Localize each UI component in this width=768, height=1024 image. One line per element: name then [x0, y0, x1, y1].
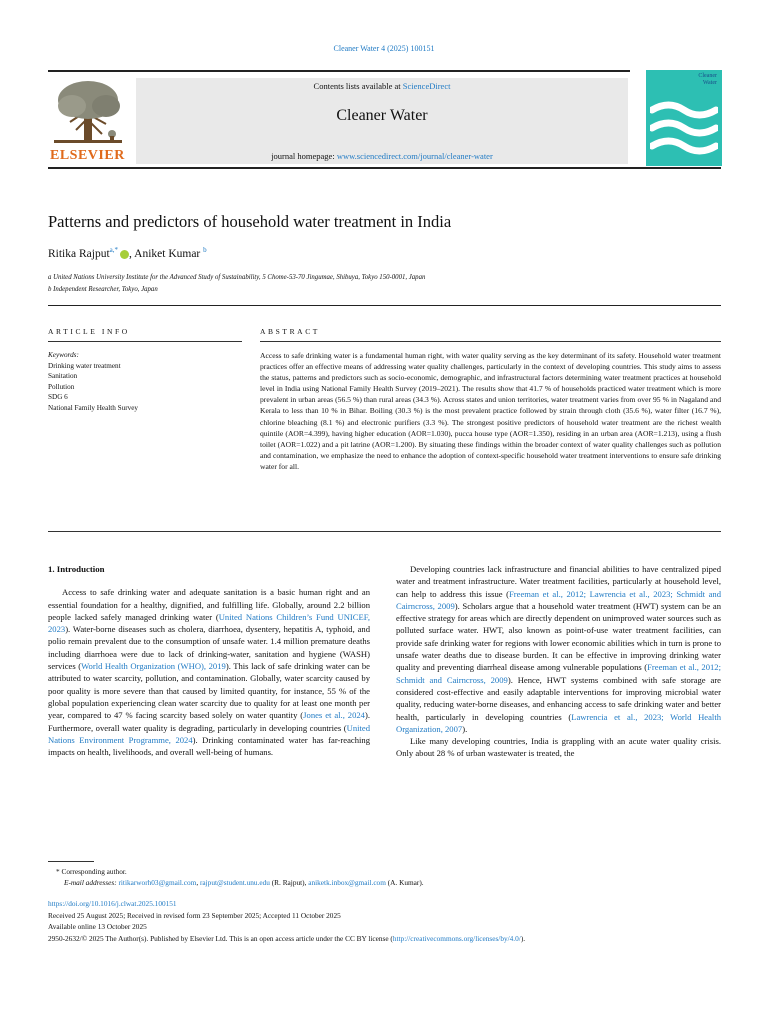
- email-link[interactable]: ritikarworh03@gmail.com: [118, 878, 197, 887]
- received-dates: Received 25 August 2025; Received in revised form 23 September 2025; Accepted 11 October 2025: [48, 910, 341, 920]
- abstract-end-rule: [48, 531, 721, 532]
- citation-link[interactable]: Jones et al., 2024: [303, 710, 365, 721]
- header-bottom-rule: [48, 167, 721, 169]
- email-label: E-mail addresses:: [64, 878, 119, 887]
- author-name: Aniket Kumar: [134, 247, 201, 260]
- email-link[interactable]: aniketk.inbox@gmail.com: [308, 878, 386, 887]
- keywords-block: [48, 350, 138, 413]
- body-paragraph: Like many developing countries, India is grappling with an acute water quality crisis. Only about 28 % of urban wastewater is treated, the: [396, 736, 721, 759]
- corresponding-author-note: * Corresponding author.: [56, 867, 127, 876]
- footnote-rule: [48, 861, 94, 862]
- article-title: Patterns and predictors of household water treatment in India: [48, 212, 452, 231]
- text-span: (A. Kumar).: [385, 878, 424, 887]
- body-paragraph: [48, 586, 370, 758]
- abstract-rule: [260, 341, 721, 342]
- text-span: ). Scholars argue that a household water treatment (HWT) system can be an effective strategy for areas which are directly dependent on unimproved water sources such as polluted surface water. HWT, also known as point-of-use water treatment facilities, can provide safe drinking water for regions with lower economic abilities which in turn is prone to unsafe water deaths due to disease burden. It can be effective in improving drinking water quality and preventing diarrheal disease among vulnerable populations (: [396, 600, 721, 673]
- affiliation-a: a United Nations University Institute for the Advanced Study of Sustainability, 5 Chome-53-70 Jingumae, Shibuya, Tokyo 150-0001, Japan: [48, 274, 426, 281]
- text-span: ).: [462, 723, 468, 734]
- keyword: Pollution: [48, 382, 75, 391]
- keyword: Sanitation: [48, 372, 78, 380]
- orcid-icon[interactable]: [120, 250, 129, 259]
- abstract-heading: ABSTRACT: [260, 327, 320, 336]
- citation-link[interactable]: United Nations Environment Programme, 2024: [48, 722, 370, 745]
- text-span: ). Drinking contaminated water has far-reaching impacts on health, livelihoods, and overall well-being of humans.: [48, 734, 370, 758]
- top-rule: [48, 70, 630, 72]
- text-span: ). Furthermore, overall water quality is degrading, particularly in developing countries (: [48, 710, 370, 733]
- cover-title: [698, 73, 717, 87]
- keyword: Drinking water treatment: [48, 361, 121, 370]
- contents-prefix: Contents lists available at: [313, 81, 403, 91]
- citation-link[interactable]: Freeman et al., 2012; Schmidt and Cairncross, 2009: [396, 662, 721, 685]
- article-info-rule: [48, 341, 242, 342]
- body-column-left: [48, 563, 370, 758]
- text-span: ). This lack of safe drinking water can be attributed to water scarcity, pollution, and contamination. Globally, water scarcity caused by poor quality is more severe than that caused by limited quantity, for instance, 55 % of the global population experiencing clean water scarcity due to quality for at least one month per year, compared to 47 % facing scarcity based solely on water quantity (: [48, 661, 370, 721]
- journal-name: Cleaner Water: [336, 107, 428, 124]
- doi-link[interactable]: https://doi.org/10.1016/j.clwat.2025.100151: [48, 899, 177, 908]
- text-span: ). Hence, HWT systems combined with safe storage are considered cost-effective and easily adaptable interventions for improving microbial water quality, reducing water-borne diseases, and enhancing access to safe drinking water and better health, particularly in developing countries (: [396, 674, 721, 722]
- text-span: ).: [520, 933, 526, 943]
- license-line: [48, 933, 728, 945]
- front-matter: [48, 898, 728, 944]
- text-span: (R. Rajput),: [269, 878, 309, 887]
- affiliation-marker[interactable]: a,*: [109, 246, 119, 254]
- citation-link[interactable]: World Health Organization (WHO), 2019: [81, 661, 226, 672]
- email-link[interactable]: rajput@student.unu.edu: [199, 878, 270, 887]
- elsevier-logo[interactable]: [48, 78, 128, 164]
- available-online: Available online 13 October 2025: [48, 922, 147, 932]
- contents-line: [136, 81, 628, 91]
- cover-title-line-2: Water: [702, 80, 717, 86]
- journal-homepage-link[interactable]: www.sciencedirect.com/journal/cleaner-water: [336, 151, 493, 161]
- body-paragraph: [396, 563, 721, 735]
- tree-icon: [48, 78, 128, 148]
- body-column-right: [396, 563, 721, 760]
- article-info-heading: ARTICLE INFO: [48, 327, 130, 336]
- cover-title-line-1: Cleaner: [698, 73, 717, 79]
- homepage-line: [136, 151, 628, 161]
- text-span: Access to safe drinking water and adequate sanitation is a basic human right and an essential foundation for a healthy, dignified, and fulfilling life. Globally, around 2.2 billion people lacked safely managed drinking water (: [48, 587, 370, 622]
- keyword: SDG 6: [48, 393, 68, 401]
- text-span: Developing countries lack infrastructure and financial abilities to have centralized piped water and treatment infrastructure. Water treatment facilities, particularly at household level, can help to address this issue (: [396, 564, 721, 599]
- journal-reference-link[interactable]: Cleaner Water 4 (2025) 100151: [333, 44, 435, 53]
- citation-link[interactable]: Freeman et al., 2012; Lawrencia et al., 2023; Schmidt and Cairncross, 2009: [396, 588, 721, 611]
- homepage-prefix: journal homepage:: [271, 151, 337, 161]
- section-divider: [48, 305, 721, 306]
- footnote: [48, 866, 424, 888]
- affiliation-b: b Independent Researcher, Tokyo, Japan: [48, 286, 158, 293]
- publisher-name: ELSEVIER: [50, 148, 125, 163]
- author-name: Ritika Rajput: [48, 247, 110, 260]
- license-link[interactable]: http://creativecommons.org/licenses/by/4.0/: [392, 933, 521, 943]
- text-span: ,: [196, 878, 200, 887]
- keywords-label: Keywords:: [48, 351, 79, 359]
- journal-cover-thumbnail[interactable]: [646, 70, 722, 166]
- author-list: Ritika Rajput$^{a,*}$ , Aniket Kumar $^b$: [48, 246, 207, 260]
- wave-icon: [650, 98, 718, 162]
- text-span: ). Water-borne diseases such as cholera, diarrhoea, dysentery, hepatitis A, typhoid, and polio remain prevalent due to the consumption of unsafe water. 1.4 million premature deaths including diarrhoea were due to lack of drinking-water, sanitation and hygiene (WASH) services (: [48, 624, 370, 672]
- keyword: National Family Health Survey: [48, 403, 139, 412]
- affiliation-marker[interactable]: b: [203, 246, 207, 254]
- email-line: [48, 877, 424, 888]
- section-heading: 1. Introduction: [48, 564, 105, 574]
- journal-masthead: [136, 78, 628, 164]
- citation-link[interactable]: United Nations Children’s Fund UNICEF, 2023: [48, 611, 370, 635]
- text-span: 2950-2632/© 2025 The Author(s). Published by Elsevier Ltd. This is an open access article under the CC BY license (: [48, 933, 393, 943]
- abstract-text: Access to safe drinking water is a fundamental human right, with water quality serving as the key determinant of its safety. Household water treatment practices offer an effective means of addressing water quality challenges, particularly in the context of developing countries. This study aims to assess the status, patterns and predictors such as socio-economic, demographic, and infrastructural factors determining water treatment practices at household level in India using National Family Health Survey (2019–2021). The results show that 41.7 % of households practiced water treatment which is more prevalent in urban areas (56.5 %) than rural areas (34.3 %). Across states and union territories, water treatment varies from over 95 % in Nagaland and Kerala to less than 10 % in Bihar. Boiling (30.3 %) is the most prevalent practice followed by strain through cloth (35.6 %), water filter (16.7 %), chlorine bleaching (8.1 %) and electronic purifiers (3.3 %). The strongest positive predictors of household water treatment are the richest wealth quintile (AOR=4.399), having higher education (AOR=1.030), pucca house type (AOR=1.350), residing in an urban area (AOR=1.213), using a flush toilet (AOR=1.022) and a pit latrine (AOR=1.200). By situating these findings within the broader context of water quality challenges such as pollution and contamination, we emphasize the need to enhance the adoption of context-specific household water treatment interventions to ensure safe drinking water for all.: [260, 351, 721, 471]
- sciencedirect-link[interactable]: ScienceDirect: [402, 81, 451, 91]
- citation-link[interactable]: Lawrencia et al., 2023; World Health Organization, 2007: [396, 711, 721, 734]
